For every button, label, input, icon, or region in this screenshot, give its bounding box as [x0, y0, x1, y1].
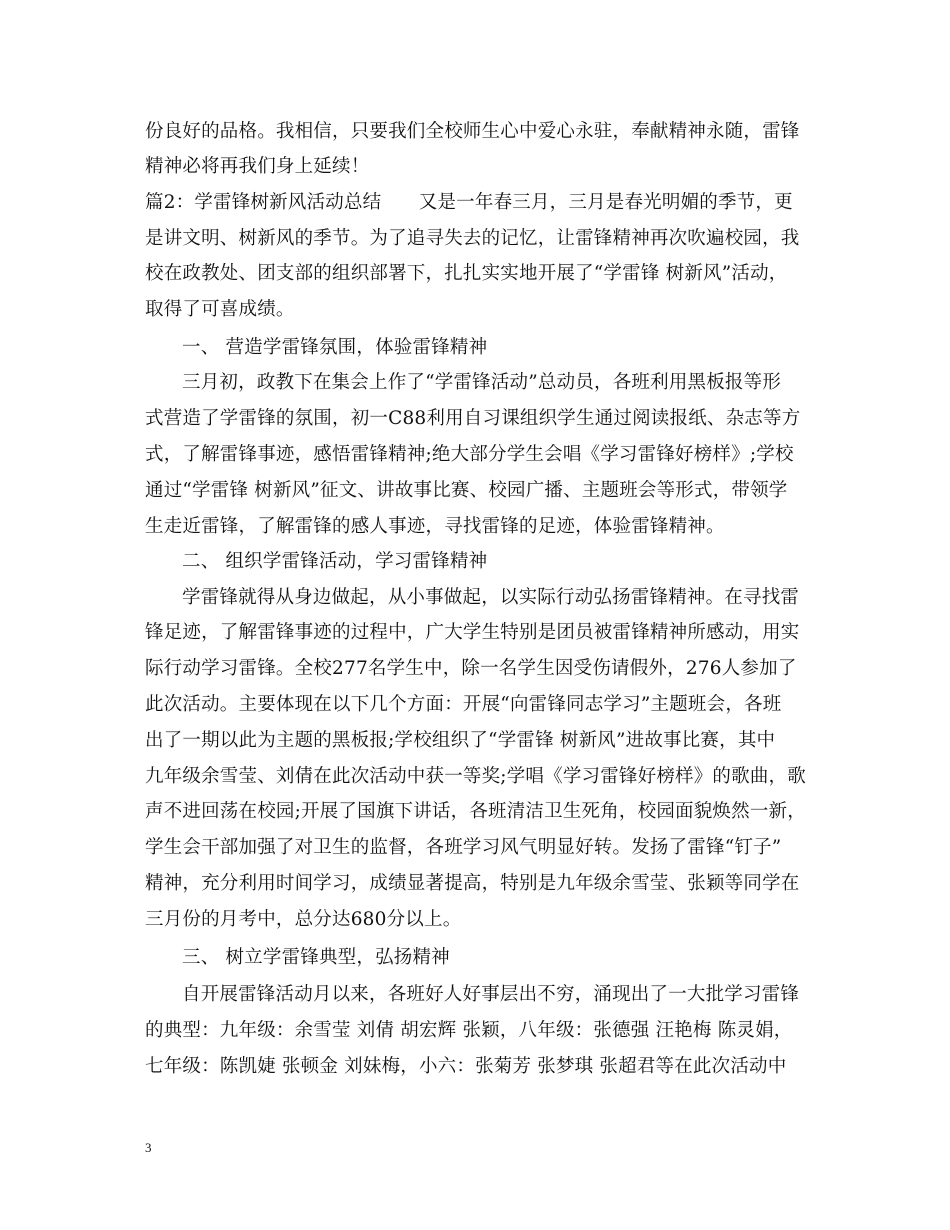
heading-three: 三、 树立学雷锋典型，弘扬精神 [182, 947, 450, 968]
body-text-line: 三月份的月考中，总分达680分以上。 [145, 909, 462, 930]
body-text-line: 学雷锋就得从身边做起，从小事做起，以实际行动弘扬雷锋精神。在寻找雷 [182, 587, 800, 608]
section-title-line: 篇2：学雷锋树新风活动总结 又是一年春三月，三月是春光明媚的季节，更 [145, 192, 793, 213]
body-text-line: 精神必将再我们身上延续！ [145, 156, 370, 177]
page-number: 3 [145, 1140, 152, 1155]
body-text-line: 此次活动。主要体现在以下几个方面：开展“向雷锋同志学习”主题班会，各班 [145, 694, 782, 715]
body-text-line: 式，了解雷锋事迹，感悟雷锋精神;绝大部分学生会唱《学习雷锋好榜样》;学校 [145, 444, 794, 465]
body-text-line: 九年级余雪莹、刘倩在此次活动中获一等奖;学唱《学习雷锋好榜样》的歌曲，歌 [145, 766, 806, 787]
body-text-line: 取得了可喜成绩。 [145, 299, 295, 320]
body-text-line: 自开展雷锋活动月以来，各班好人好事层出不穷，涌现出了一大批学习雷锋 [182, 984, 800, 1005]
body-text-line: 精神，充分利用时间学习，成绩显著提高，特别是九年级余雪莹、张颖等同学在 [145, 873, 800, 894]
body-text-line: 际行动学习雷锋。全校277名学生中，除一名学生因受伤请假外，276人参加了 [145, 658, 797, 679]
body-text-line: 学生会干部加强了对卫生的监督，各班学习风气明显好转。发扬了雷锋“钉子” [145, 837, 782, 858]
body-text-line: 三月初，政教下在集会上作了“学雷锋活动”总动员，各班利用黑板报等形 [182, 372, 782, 393]
body-text-line: 的典型：九年级：余雪莹 刘倩 胡宏辉 张颖，八年级：张德强 汪艳梅 陈灵娟， [145, 1020, 793, 1041]
body-text-line: 是讲文明、树新风的季节。为了追寻失去的记忆，让雷锋精神再次吹遍校园，我 [145, 228, 800, 249]
body-text-line: 生走近雷锋，了解雷锋的感人事迹，寻找雷锋的足迹，体验雷锋精神。 [145, 516, 725, 537]
body-text-line: 通过“学雷锋 树新风”征文、讲故事比赛、校园广播、主题班会等形式，带领学 [145, 480, 788, 501]
body-text-line: 式营造了学雷锋的氛围，初一C88利用自习课组织学生通过阅读报纸、杂志等方 [145, 408, 801, 429]
body-text-line: 七年级：陈凯婕 张顿金 刘妹梅，小六：张菊芳 张梦琪 张超君等在此次活动中 [145, 1056, 787, 1077]
body-text-line: 份良好的品格。我相信，只要我们全校师生心中爱心永驻，奉献精神永随，雷锋 [145, 121, 800, 142]
heading-two: 二、 组织学雷锋活动，学习雷锋精神 [182, 551, 488, 572]
heading-one: 一、 营造学雷锋氛围，体验雷锋精神 [182, 337, 488, 358]
body-text-line: 声不进回荡在校园;开展了国旗下讲话，各班清洁卫生死角，校园面貌焕然一新， [145, 801, 806, 822]
body-text-line: 锋足迹，了解雷锋事迹的过程中，广大学生特别是团员被雷锋精神所感动，用实 [145, 622, 800, 643]
body-text-line: 出了一期以此为主题的黑板报;学校组织了“学雷锋 树新风”进故事比赛，其中 [145, 730, 776, 751]
body-text-line: 校在政教处、团支部的组织部署下，扎扎实实地开展了“学雷锋 树新风”活动， [145, 263, 788, 284]
